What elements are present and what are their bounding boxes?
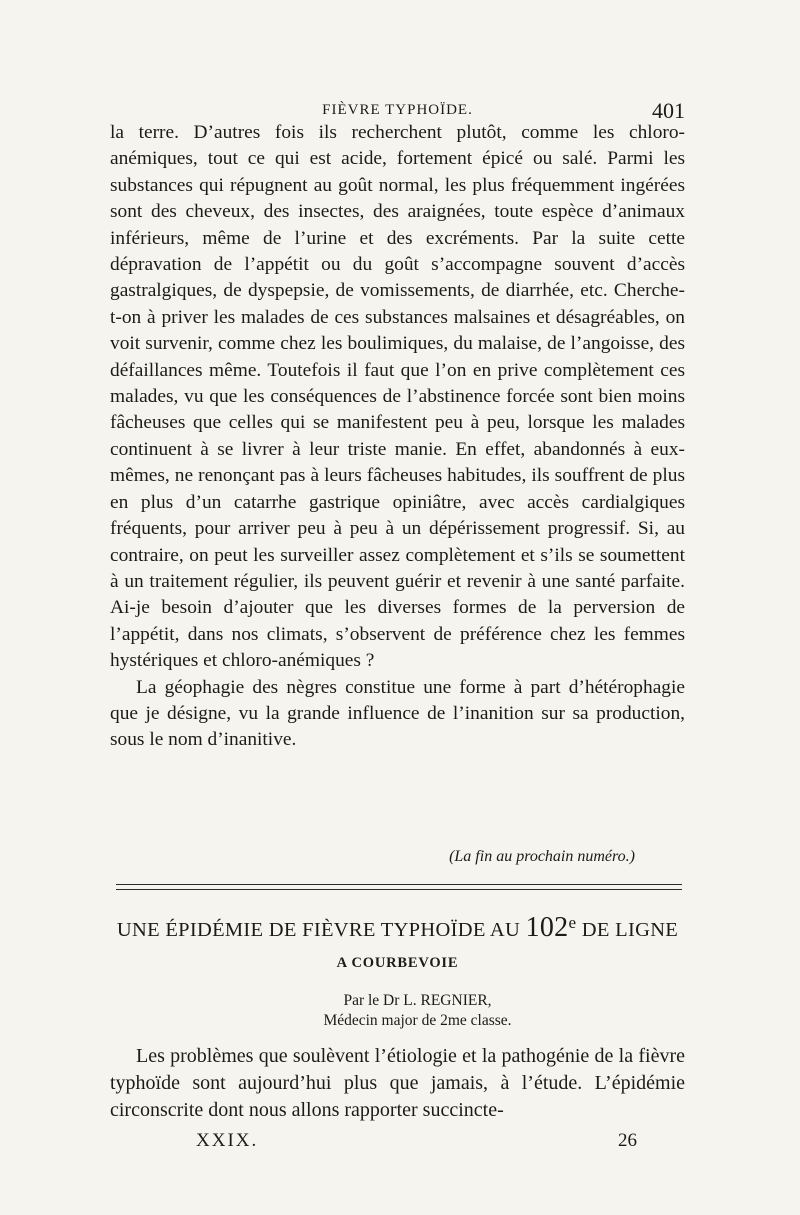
page-footer [110, 1130, 685, 1160]
running-title: FIÈVRE TYPHOÏDE. [322, 102, 473, 118]
article-author: Par le Dr L. REGNIER, [343, 992, 492, 1009]
article-title [110, 912, 685, 944]
article-body [110, 1043, 685, 1124]
article-title-number: 102 [525, 912, 569, 943]
section-divider-double [116, 889, 682, 890]
paragraph-geophagie: La géophagie des nègres constitue une forme à part d’hétérophagie que je désigne, vu la grande influence de l’inanition sur sa production, sous le nom d’inanitive. [110, 676, 685, 751]
article-title-start: UNE ÉPIDÉMIE DE FIÈVRE TYPHOÏDE AU [116, 919, 526, 941]
volume-mark: XXIX. [196, 1130, 259, 1151]
article-opening-paragraph: Les problèmes que soulèvent l’étiologie et la pathogénie de la fièvre typhoïde sont aujourd’hui plus que jamais, à l’étude. L’épidémie circonscrite dont nous allons rapporter succincte- [110, 1045, 685, 1121]
continued-note: (La fin au prochain numéro.) [449, 848, 635, 865]
article-author-role: Médecin major de 2me classe. [323, 1012, 512, 1029]
chapter-text [110, 120, 685, 754]
signature-mark: 26 [618, 1130, 637, 1151]
page-number: 401 [652, 98, 685, 123]
article-title-suffix: e [568, 913, 577, 933]
section-divider [116, 884, 682, 885]
article-place: A COURBEVOIE [336, 955, 459, 971]
article-title-end: DE LIGNE [576, 919, 679, 941]
paragraph-continuation: la terre. D’autres fois ils recherchent plutôt, comme les chloro-anémiques, tout ce qui est acide, fortement épicé ou salé. Parmi les substances qui répugnent au goût normal, les plus fréquemment ingérées sont des cheveux, des insectes, des araignées, toute espèce d’animaux inférieurs, même de l’urine et des excréments. Par la suite cette dépravation de l’appétit ou du goût s’accompagne souvent d’accès gastralgiques, de dyspepsie, de vomissements, de diarrhée, etc. Cherche-t-on à priver les malades de ces substances malsaines et désagréables, on voit survenir, comme chez les boulimiques, du malaise, de l’angoisse, des défaillances même. Toutefois il faut que l’on en prive complètement ces malades, vu que les conséquences de l’abstinence forcée sont bien moins fâcheuses que celles qui se manifestent peu à peu, lorsque les malades continuent à se livrer à leur triste manie. En effet, abandonnés à eux-mêmes, ne renonçant pas à leurs fâcheuses habitudes, ils souffrent de plus en plus d’un catarrhe gastrique opiniâtre, avec accès cardialgiques fréquents, pour arriver peu à peu à un dépérissement progressif. Si, au contraire, on peut les surveiller assez complètement et s’ils se soumettent à un traitement régulier, ils peuvent guérir et revenir à une santé parfaite. Ai-je besoin d’ajouter que les diverses formes de la perversion de l’appétit, dans nos climats, s’observent de préférence chez les femmes hystériques et chloro-anémiques ? [110, 122, 685, 672]
